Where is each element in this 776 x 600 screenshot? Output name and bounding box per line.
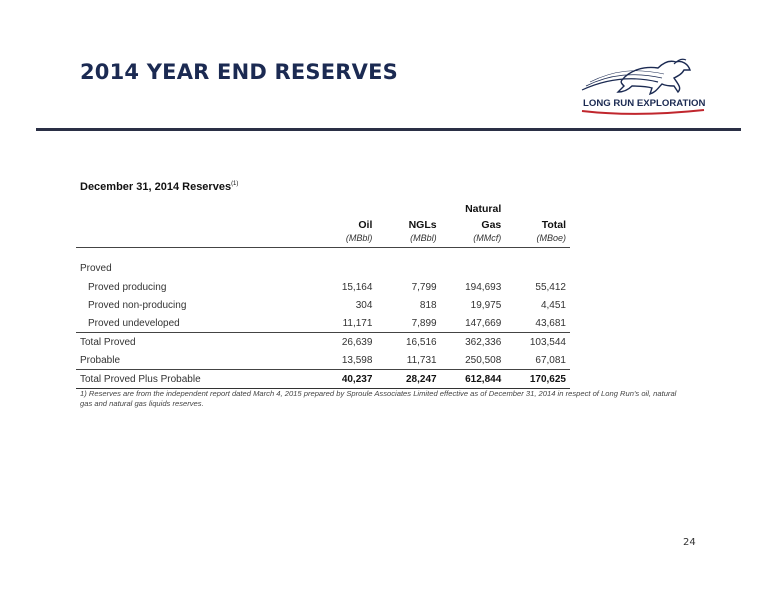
cell-total: 55,412 [535,281,566,293]
unit-row [76,233,570,248]
row-label: Proved non-producing [88,299,187,311]
table-caption-footnote-marker: (1) [231,181,239,187]
cell-oil: 40,237 [312,370,376,389]
column-header-ngls: NGLs [408,219,437,231]
column-header-row-1 [76,201,570,217]
table-caption [80,181,238,193]
company-logo [578,56,708,122]
header-divider [36,128,741,131]
row-label: Proved producing [88,281,167,293]
table-row [76,296,570,314]
table-row-grand-total [76,370,570,389]
cell-gas: 362,336 [441,333,506,352]
cell-total: 103,544 [505,333,570,352]
row-label: Probable [80,354,121,366]
table-row [76,314,570,333]
column-header-oil: Oil [358,219,373,231]
cell-oil: 304 [355,299,373,311]
cell-ngls: 818 [419,299,437,311]
cell-total: 4,451 [540,299,566,311]
cell-total: 43,681 [535,317,566,329]
column-header-oil-line1 [312,201,376,217]
column-header-total: Total [541,219,566,231]
cell-gas: 612,844 [441,370,506,389]
unit-oil: (MBbl) [312,233,376,248]
cell-gas: 19,975 [470,299,502,311]
cell-oil: 26,639 [312,333,376,352]
column-header-gas: Gas [481,219,502,231]
section-row-proved [76,248,570,279]
cell-ngls: 7,799 [411,281,437,293]
cell-ngls: 16,516 [376,333,440,352]
page-number: 24 [683,537,696,548]
cell-oil: 15,164 [341,281,373,293]
footnote: 1) Reserves are from the independent report dated March 4, 2015 prepared by Sproule Associates Limited effective as of December 31, 2014 in respect of Long Run's oil, natural gas and natural gas liquids reserves. [80,389,677,408]
cell-gas: 147,669 [465,317,502,329]
unit-gas: (MMcf) [441,233,506,248]
table-row-total-proved [76,333,570,352]
page-title: 2014 YEAR END RESERVES [80,60,398,84]
cell-gas: 250,508 [465,354,502,366]
cell-total: 170,625 [505,370,570,389]
column-header-total-line1 [505,201,570,217]
cell-gas: 194,693 [465,281,502,293]
cell-total: 67,081 [535,354,566,366]
horse-logo-icon [578,56,708,122]
table-caption-text: December 31, 2014 Reserves [80,181,232,193]
row-label: Total Proved Plus Probable [76,370,312,389]
row-label: Proved undeveloped [88,317,180,329]
table-row [76,278,570,296]
reserves-table [76,201,570,389]
section-label: Proved [80,262,112,274]
unit-ngls: (MBbl) [376,233,440,248]
table-row [76,351,570,370]
logo-text: LONG RUN EXPLORATION [583,98,706,109]
column-header-ngls-line1 [376,201,440,217]
cell-ngls: 7,899 [411,317,437,329]
cell-ngls: 28,247 [376,370,440,389]
unit-total: (MBoe) [505,233,570,248]
column-header-gas-line1: Natural [465,203,502,215]
row-label: Total Proved [76,333,312,352]
column-header-row-2 [76,217,570,233]
cell-oil: 11,171 [342,317,373,329]
cell-ngls: 11,731 [406,354,437,366]
cell-oil: 13,598 [341,354,373,366]
